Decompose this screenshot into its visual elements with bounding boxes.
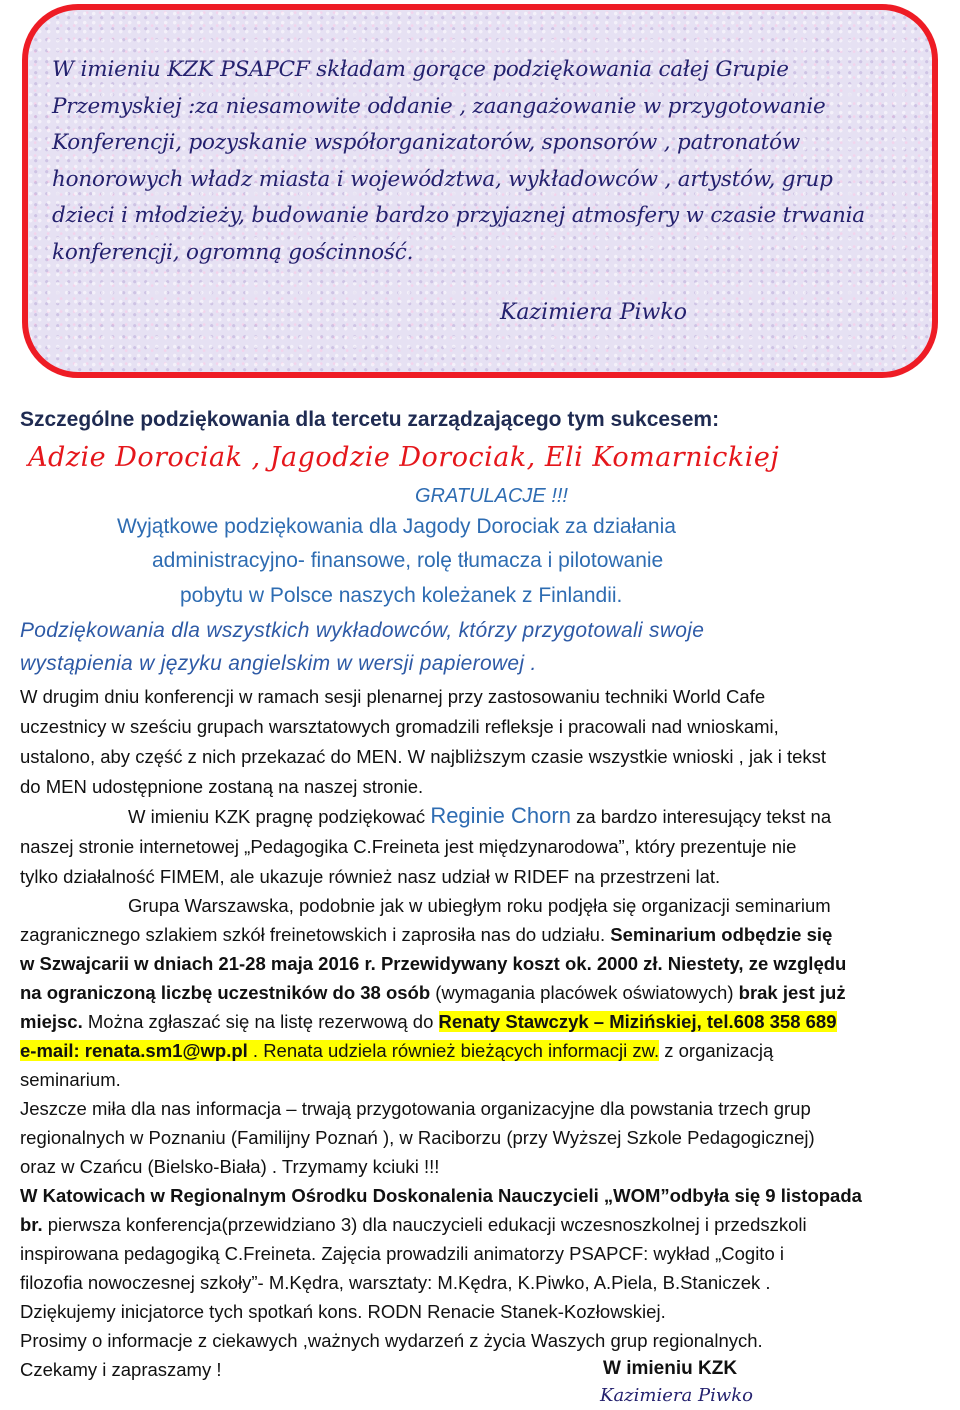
warsaw-text: z organizacją bbox=[659, 1040, 774, 1061]
warsaw-text: zagranicznego szlakiem szkół freinetowskich i zaprosiła nas do udziału. bbox=[20, 924, 611, 945]
warsaw-bold: miejsc. bbox=[20, 1011, 83, 1032]
warsaw-line: w Szwajcarii w dniach 21-28 maja 2016 r. Przewidywany koszt ok. 2000 zł. Niestety, ze względu bbox=[20, 953, 847, 974]
warsaw-line: Grupa Warszawska, podobnie jak w ubiegłym roku podjęła się organizacji seminarium bbox=[128, 895, 831, 916]
card-line: W imieniu KZK PSAPCF składam gorące podziękowania całej Grupie bbox=[52, 57, 789, 82]
chorn-line: naszej stronie internetowej „Pedagogika C.Freineta jest międzynarodowa”, który prezentuje nie bbox=[20, 836, 797, 857]
card-line: honorowych władz miasta i województwa, wykładowców , artystów, grup bbox=[52, 166, 833, 192]
chorn-line: tylko działalność FIMEM, ale ukazuje również nasz udział w RIDEF na przestrzeni lat. bbox=[20, 866, 721, 887]
worldcafe-line: W drugim dniu konferencji w ramach sesji plenarnej przy zastosowaniu techniki World Cafe bbox=[20, 686, 766, 707]
section-heading: Szczególne podziękowania dla tercetu zarządzającego tym sukcesem: bbox=[20, 408, 720, 431]
katowice-line: W Katowicach w Regionalnym Ośrodku Doskonalenia Nauczycieli „WOM”odbyła się 9 listopada bbox=[20, 1185, 862, 1206]
special-thanks-line: pobytu w Polsce naszych koleżanek z Finlandii. bbox=[180, 584, 623, 607]
contact-info: . Renata udziela również bieżących informacji zw. bbox=[252, 1040, 660, 1061]
katowice-bold: br. bbox=[20, 1214, 43, 1235]
katowice-line: Dziękujemy inicjatorce tych spotkań kons. RODN Renacie Stanek-Kozłowskiej. bbox=[20, 1301, 666, 1322]
warsaw-line bbox=[20, 1040, 773, 1062]
card-line: Konferencji, pozyskanie współorganizatorów, sponsorów , patronatów bbox=[52, 130, 801, 155]
worldcafe-line: uczestnicy w sześciu grupach warsztatowych gromadzili refleksje i pracowali nad wnioskami, bbox=[20, 716, 779, 737]
chorn-name: Reginie Chorn bbox=[430, 803, 571, 828]
warsaw-line: seminarium. bbox=[20, 1069, 121, 1090]
card-line: konferencji, ogromną gościnność. bbox=[52, 239, 414, 265]
worldcafe-line: do MEN udostępnione zostaną na naszej stronie. bbox=[20, 776, 424, 797]
chorn-suffix: za bardzo interesujący tekst na bbox=[570, 806, 832, 827]
warsaw-line bbox=[20, 924, 832, 946]
groups-line: oraz w Czańcu (Bielsko-Biała) . Trzymamy kciuki !!! bbox=[20, 1156, 440, 1177]
worldcafe-line: ustalono, aby część z nich przekazać do MEN. W najbliższym czasie wszystkie wnioski , jak i tekst bbox=[20, 746, 827, 767]
warsaw-line bbox=[20, 982, 846, 1004]
card-signature: Kazimiera Piwko bbox=[500, 300, 687, 325]
katowice-line: filozofia nowoczesnej szkoły”- M.Kędra, warsztaty: M.Kędra, K.Piwko, A.Piela, B.Staniczek . bbox=[20, 1272, 771, 1293]
lecturers-thanks-line: Podziękowania dla wszystkich wykładowców, którzy przygotowali swoje bbox=[20, 619, 705, 642]
katowice-text: pierwsza konferencja(przewidziano 3) dla nauczycieli edukacji wczesnoszkolnej i przedszkoli bbox=[42, 1214, 807, 1235]
warsaw-bold: na ograniczoną liczbę uczestników do 38 osób bbox=[20, 982, 431, 1003]
warsaw-text: (wymagania placówek oświatowych) bbox=[430, 982, 739, 1003]
card-line: dzieci i młodzieży, budowanie bardzo przyjaznej atmosfery w czasie trwania bbox=[52, 203, 865, 228]
warsaw-bold: brak jest już bbox=[738, 982, 846, 1003]
chorn-prefix: W imieniu KZK pragnę podziękować bbox=[128, 806, 431, 827]
congrats-text: GRATULACJE !!! bbox=[415, 485, 568, 507]
closing-line: Czekamy i zapraszamy ! bbox=[20, 1359, 222, 1380]
katowice-line: inspirowana pedagogiką C.Freineta. Zajęcia prowadzili animatorzy PSAPCF: wykład „Cogito i bbox=[20, 1243, 784, 1264]
thanks-card-text bbox=[52, 52, 922, 271]
warsaw-text: Można zgłaszać się na listę rezerwową do bbox=[82, 1011, 439, 1032]
lecturers-thanks-line: wystąpienia w języku angielskim w wersji papierowej . bbox=[20, 652, 537, 675]
contact-name-phone: Renaty Stawczyk – Mizińskiej, tel.608 358 689 bbox=[438, 1011, 837, 1032]
groups-line: Jeszcze miła dla nas informacja – trwają przygotowania organizacyjne dla powstania trzech grup bbox=[20, 1098, 811, 1119]
contact-email[interactable]: e-mail: renata.sm1@wp.pl bbox=[20, 1040, 253, 1061]
special-thanks-line: Wyjątkowe podziękowania dla Jagody Dorociak za działania bbox=[117, 515, 676, 538]
closing-signature-name: Kazimiera Piwko bbox=[600, 1385, 753, 1406]
card-line: Przemyskiej :za niesamowite oddanie , zaangażowanie w przygotowanie bbox=[52, 93, 826, 119]
groups-line: regionalnych w Poznaniu (Familijny Poznań ), w Raciborzu (przy Wyższej Szkole Pedagogicznej) bbox=[20, 1127, 815, 1148]
closing-line: Prosimy o informacje z ciekawych ,ważnych wydarzeń z życia Waszych grup regionalnych. bbox=[20, 1330, 763, 1351]
closing-signature-title: W imieniu KZK bbox=[603, 1358, 738, 1379]
chorn-line bbox=[128, 803, 831, 829]
honored-names: Adzie Dorociak , Jagodzie Dorociak, Eli Komarnickiej bbox=[28, 442, 780, 473]
katowice-line bbox=[20, 1214, 807, 1236]
special-thanks-line: administracyjno- finansowe, rolę tłumacza i pilotowanie bbox=[152, 549, 664, 572]
warsaw-line bbox=[20, 1011, 837, 1033]
warsaw-bold: Seminarium odbędzie się bbox=[610, 924, 833, 945]
